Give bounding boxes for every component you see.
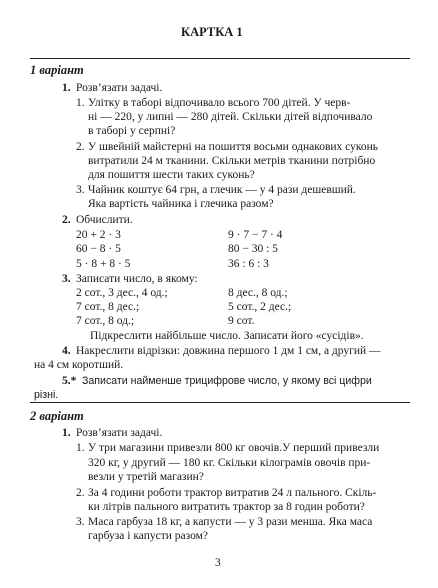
v1-problem3-line2: Яка вартість чайника і глечика разом? <box>88 198 274 210</box>
v1-problem2-number: 2. <box>76 141 85 153</box>
variant-1-heading: 1 варіант <box>30 63 84 77</box>
v1-number-spec: 7 сот., 8 од.; <box>76 315 135 327</box>
v1-expression: 60 − 8 · 5 <box>76 243 121 255</box>
v2-problem1-line3: везли у третій магазин? <box>88 471 204 483</box>
v1-task2-number: 2. <box>62 214 71 226</box>
v1-number-spec: 7 сот., 8 дес.; <box>76 301 140 313</box>
variant-2-top-rule <box>30 402 410 403</box>
v1-problem1-line1: Улітку в таборі відпочивало всього 700 дітей. У черв- <box>88 97 351 109</box>
v2-problem1-number: 1. <box>76 442 85 454</box>
v1-problem1-line2: ні — 220, у липні — 280 дітей. Скільки дітей відпочивало <box>88 111 373 123</box>
v1-number-spec: 9 сот. <box>228 315 255 327</box>
v1-number-spec: 2 сот., 3 дес., 4 од.; <box>76 287 168 299</box>
v1-expression: 9 · 7 − 7 · 4 <box>228 229 283 241</box>
page-title: КАРТКА 1 <box>181 25 243 39</box>
v2-problem1-line2: 320 кг, у другий — 180 кг. Скільки кілограмів овочів при- <box>88 457 371 469</box>
v2-task1-label: Розв’язати задачі. <box>76 427 163 439</box>
v2-problem1-line1: У три магазини привезли 800 кг овочів.У перший привезли <box>88 442 380 454</box>
v1-task4-number: 4. <box>62 345 71 357</box>
variant-1-top-rule <box>30 58 410 59</box>
v2-problem2-line1: За 4 години роботи трактор витратив 24 л пального. Скіль- <box>88 487 377 499</box>
v2-problem2-number: 2. <box>76 487 85 499</box>
v1-task5-number: 5.* <box>62 375 77 387</box>
v1-problem3-line1: Чайник коштує 64 грн, а глечик — у 4 рази дешевший. <box>88 184 356 196</box>
v1-task5-line1: Записати найменше трицифрове число, у якому всі цифри <box>82 375 372 387</box>
v1-problem2-line3: для пошиття шести таких суконь? <box>88 169 255 181</box>
v1-task4-line2: на 4 см коротший. <box>34 359 124 371</box>
v1-number-spec: 8 дес., 8 од.; <box>228 287 288 299</box>
page-number: 3 <box>215 557 221 569</box>
v1-expression: 20 + 2 · 3 <box>76 229 121 241</box>
v2-problem3-line1: Маса гарбуза 18 кг, а капусти — у 3 рази менша. Яка маса <box>88 516 373 528</box>
v1-expression: 36 : 6 : 3 <box>228 258 269 270</box>
v1-number-spec: 5 сот., 2 дес.; <box>228 301 292 313</box>
v1-task5-line2: різні. <box>34 389 59 401</box>
v1-problem1-number: 1. <box>76 97 85 109</box>
v1-expression: 5 · 8 + 8 · 5 <box>76 258 131 270</box>
v1-task3-note: Підкреслити найбільше число. Записати його «сусідів». <box>90 330 364 342</box>
v1-expression: 80 − 30 : 5 <box>228 243 278 255</box>
variant-2-heading: 2 варіант <box>30 409 84 423</box>
v1-task2-label: Обчислити. <box>76 214 133 226</box>
v1-task1-label: Розв’язати задачі. <box>76 82 163 94</box>
v1-problem2-line1: У швейній майстерні на пошиття восьми однакових суконь <box>88 141 379 153</box>
v1-task3-number: 3. <box>62 273 71 285</box>
v2-problem3-line2: гарбуза і капусти разом? <box>88 530 208 542</box>
v1-task3-label: Записати число, в якому: <box>76 273 198 285</box>
v1-task4-line1: Накреслити відрізки: довжина першого 1 дм 1 см, а другий — <box>76 345 381 357</box>
v1-problem3-number: 3. <box>76 184 85 196</box>
v1-problem1-line3: в таборі у серпні? <box>88 125 176 137</box>
v1-task1-number: 1. <box>62 82 71 94</box>
v2-problem3-number: 3. <box>76 516 85 528</box>
v1-problem2-line2: витратили 24 м тканини. Скільки метрів тканини потрібно <box>88 155 376 167</box>
v2-problem2-line2: ки літрів пального витратить трактор за 8 годин роботи? <box>88 501 365 513</box>
v2-task1-number: 1. <box>62 427 71 439</box>
